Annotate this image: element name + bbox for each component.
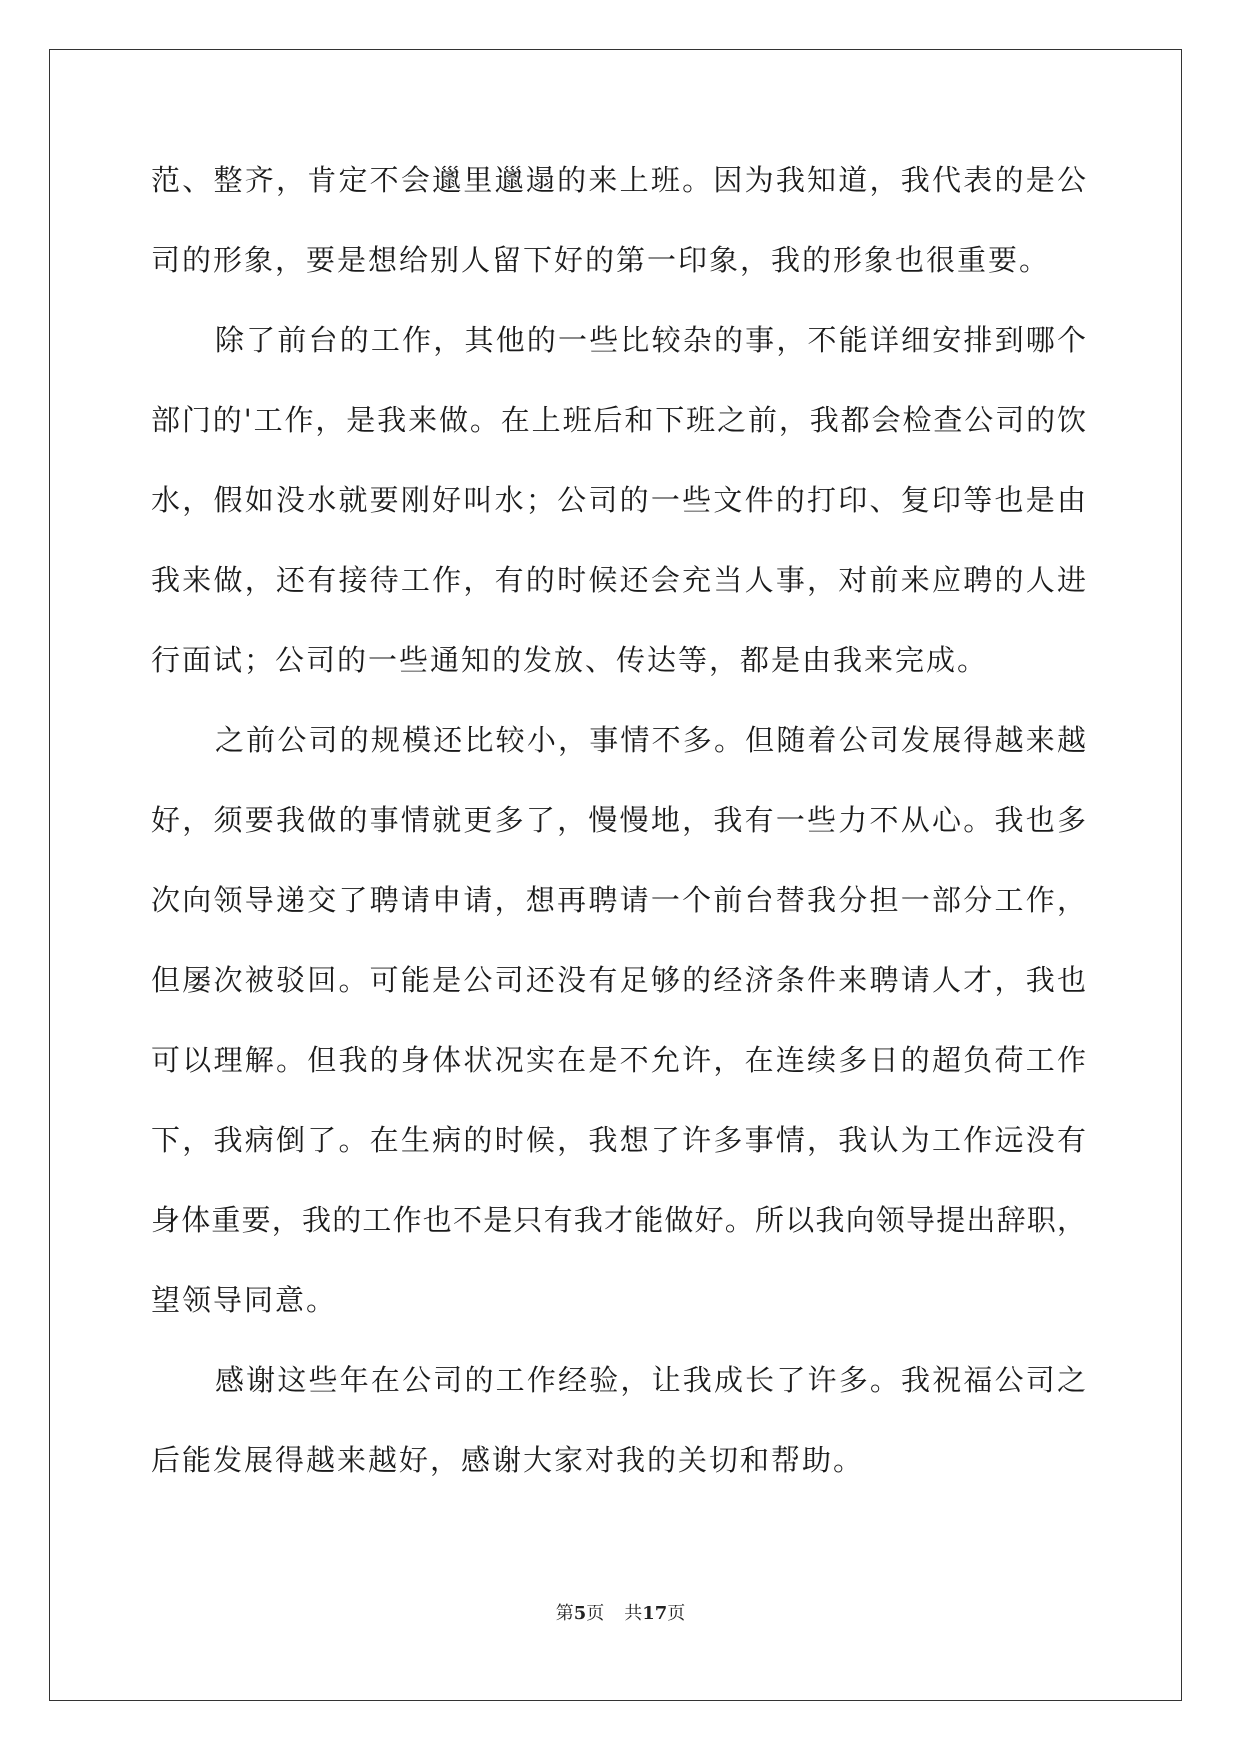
text-line: 身体重要，我的工作也不是只有我才能做好。所以我向领导提出辞职， bbox=[151, 1203, 1086, 1237]
text-line: 水，假如没水就要刚好叫水；公司的一些文件的打印、复印等也是由 bbox=[151, 483, 1086, 517]
text-line: 后能发展得越来越好，感谢大家对我的关切和帮助。 bbox=[151, 1443, 865, 1477]
text-line: 司的形象，要是想给别人留下好的第一印象，我的形象也很重要。 bbox=[151, 243, 1051, 277]
total-prefix: 共 bbox=[624, 1603, 643, 1624]
page-footer bbox=[0, 1599, 1241, 1625]
total-suffix: 页 bbox=[667, 1603, 686, 1624]
text-line: 可以理解。但我的身体状况实在是不允许，在连续多日的超负荷工作 bbox=[151, 1043, 1086, 1077]
text-line: 望领导同意。 bbox=[151, 1283, 338, 1317]
total-pages: 17 bbox=[642, 1603, 668, 1624]
text-line: 次向领导递交了聘请申请，想再聘请一个前台替我分担一部分工作， bbox=[151, 883, 1086, 917]
paragraph-start-line: 感谢这些年在公司的工作经验，让我成长了许多。我祝福公司之 bbox=[215, 1363, 1086, 1397]
text-line: 部门的'工作，是我来做。在上班后和下班之前，我都会检查公司的饮 bbox=[151, 403, 1086, 437]
page-suffix: 页 bbox=[586, 1603, 605, 1624]
paragraph-start-line: 之前公司的规模还比较小，事情不多。但随着公司发展得越来越 bbox=[215, 723, 1086, 757]
document-body bbox=[151, 160, 1086, 1520]
page-prefix: 第 bbox=[555, 1603, 574, 1624]
page-number: 5 bbox=[573, 1603, 587, 1624]
text-line: 但屡次被驳回。可能是公司还没有足够的经济条件来聘请人才，我也 bbox=[151, 963, 1086, 997]
paragraph-start-line: 除了前台的工作，其他的一些比较杂的事，不能详细安排到哪个 bbox=[215, 323, 1086, 357]
text-line: 下，我病倒了。在生病的时候，我想了许多事情，我认为工作远没有 bbox=[151, 1123, 1086, 1157]
text-line: 我来做，还有接待工作，有的时候还会充当人事，对前来应聘的人进 bbox=[151, 563, 1086, 597]
text-line: 范、整齐，肯定不会邋里邋遢的来上班。因为我知道，我代表的是公 bbox=[151, 163, 1086, 197]
text-line: 好，须要我做的事情就更多了，慢慢地，我有一些力不从心。我也多 bbox=[151, 803, 1086, 837]
text-line: 行面试；公司的一些通知的发放、传达等，都是由我来完成。 bbox=[151, 643, 989, 677]
